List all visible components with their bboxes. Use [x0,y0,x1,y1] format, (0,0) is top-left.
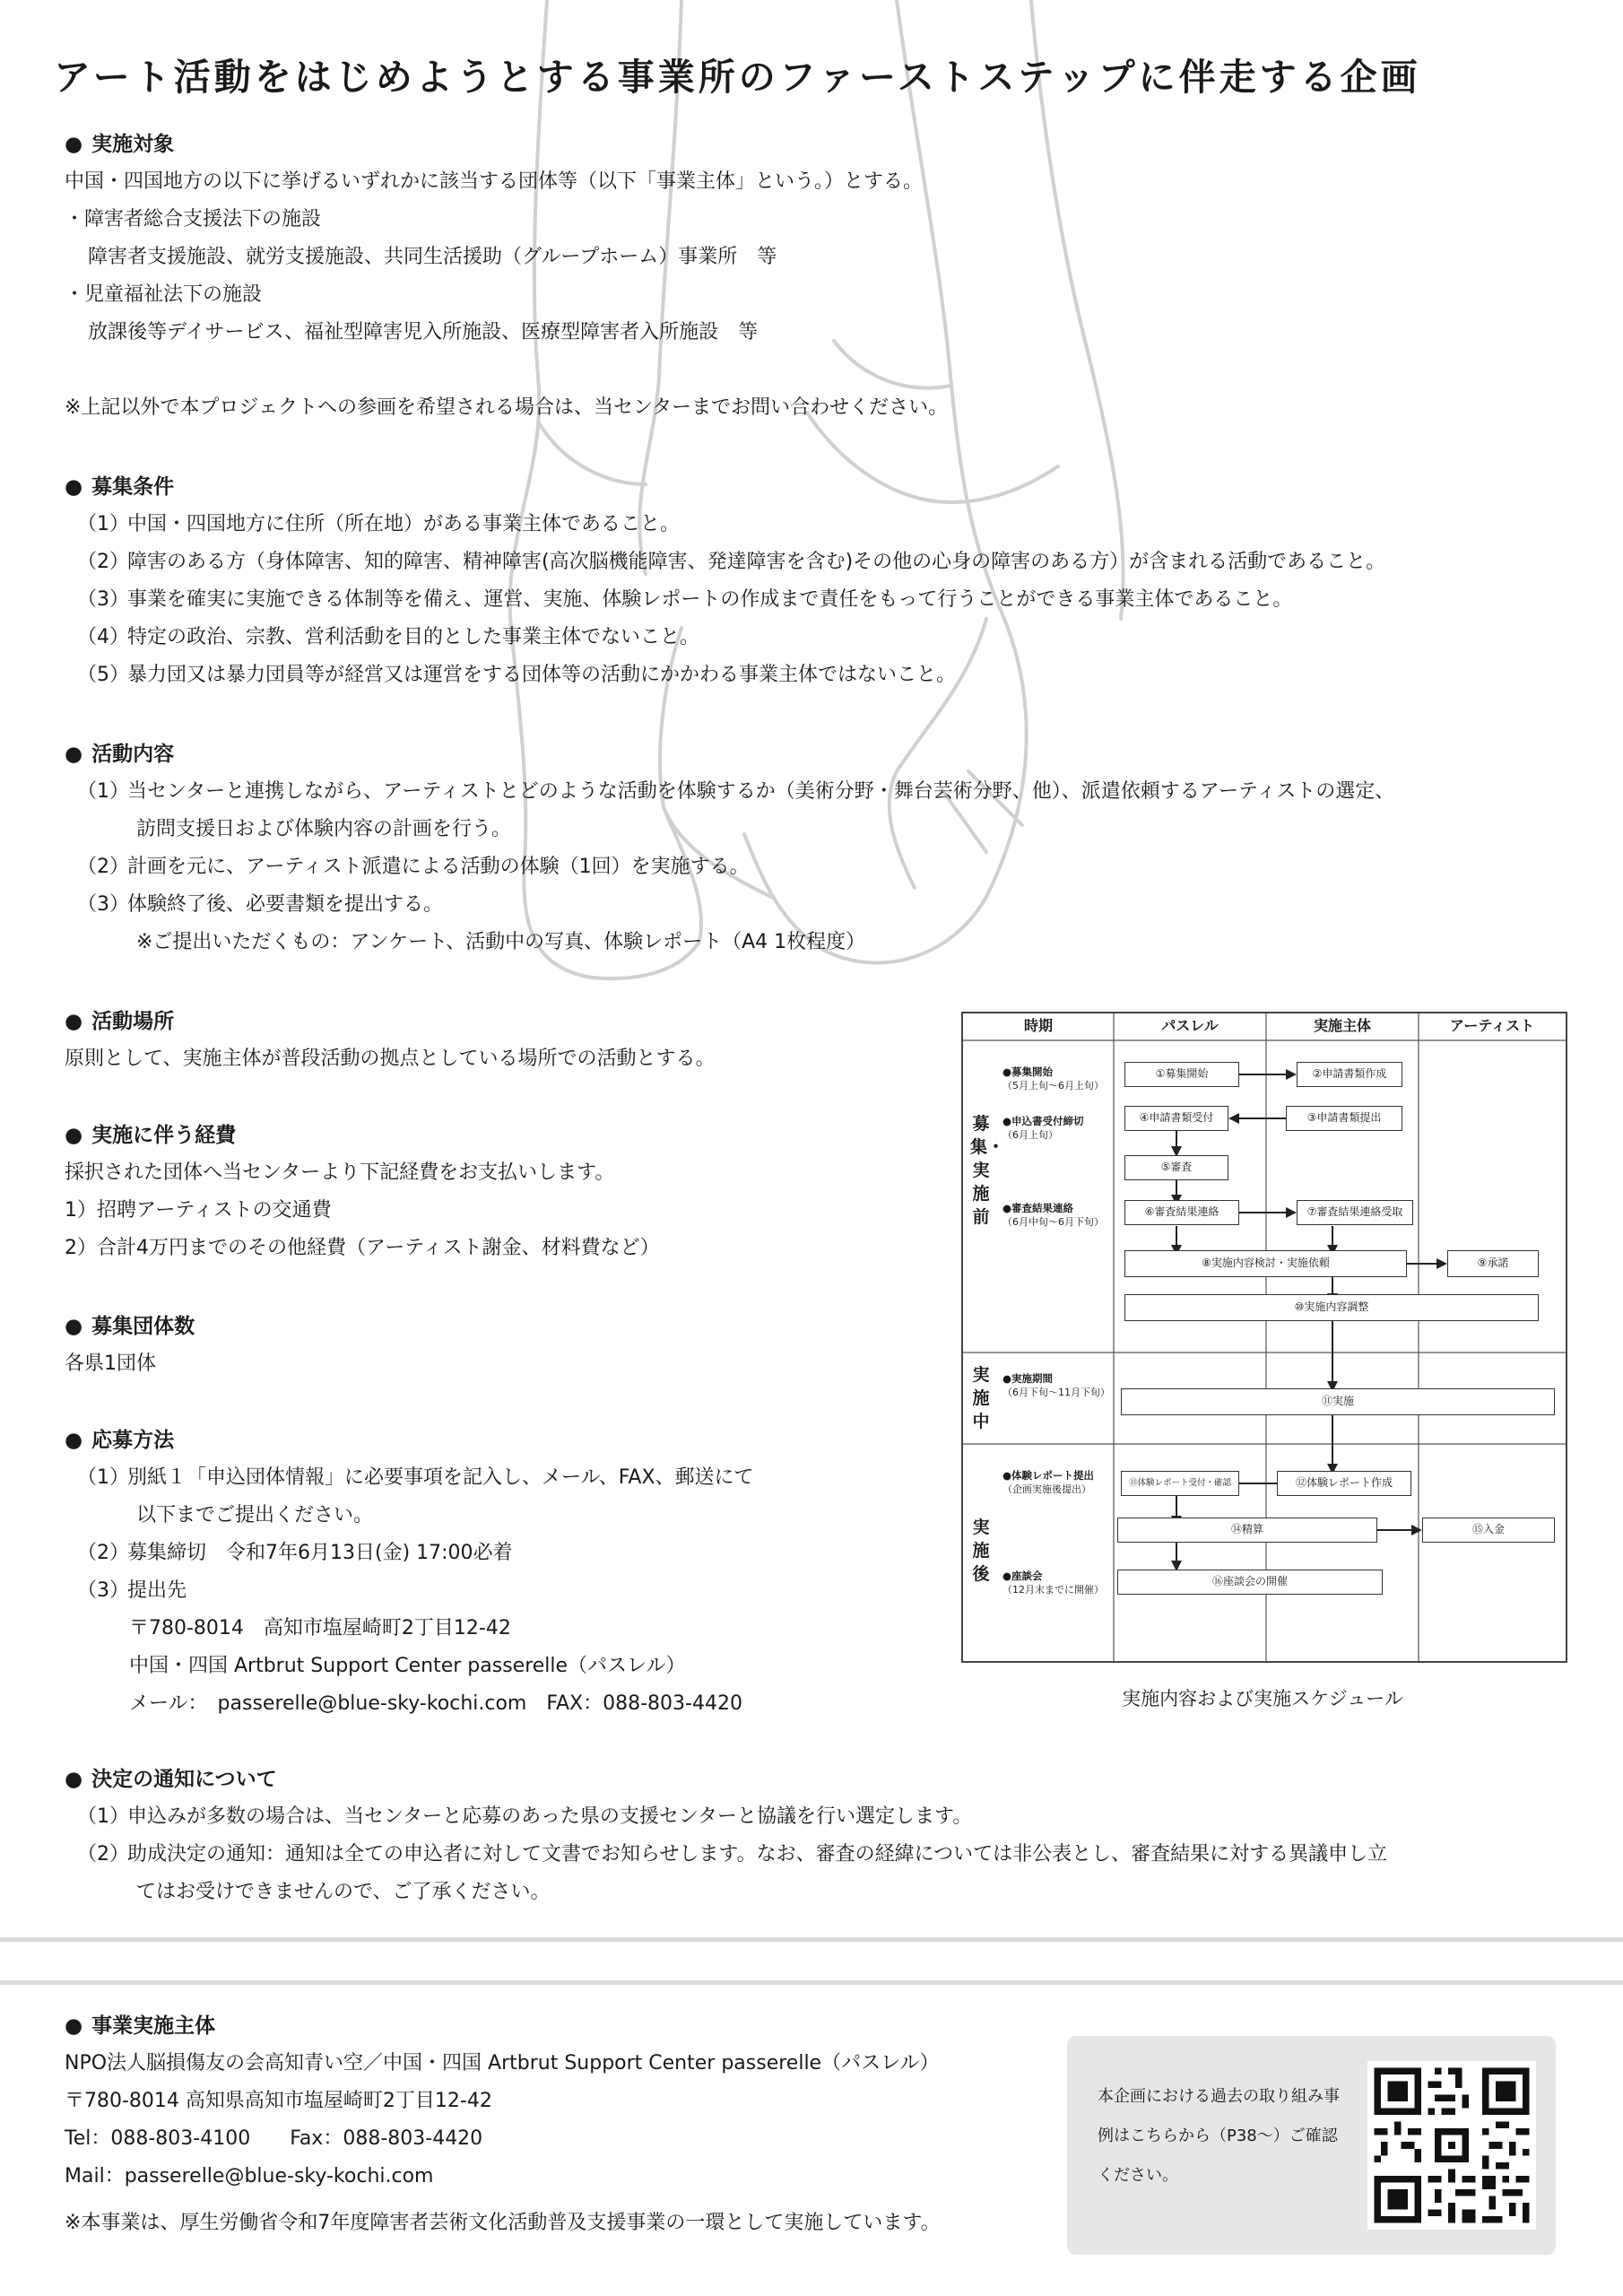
apply-text-cont: 以下までご提出ください。 [136,1504,374,1526]
decision-text-cont: てはお受けできませんので、ご了承ください。 [136,1881,551,1903]
period-label [1002,1065,1104,1092]
period-title: ●実施期間 [1002,1372,1054,1385]
period-title: ●申込書受付締切 [1002,1115,1084,1127]
item-number: （1） [77,780,129,803]
period-label [1002,1570,1104,1596]
qr-code-icon[interactable] [1367,2061,1536,2230]
qr-description: 本企画における過去の取り組み事例はこちらから（P38〜）ご確認ください。 [1098,2087,1340,2185]
activity-text: 体験終了後、必要書類を提出する。 [127,893,444,916]
section-heading: ● 実施対象 [65,126,948,163]
groups-text: 各県1団体 [65,1352,156,1375]
section-heading: ● 決定の通知について [65,1761,1387,1798]
condition-text: 中国・四国地方に住所（所在地）がある事業主体であること。 [127,513,681,535]
step-report-create: ⑫体験レポート作成 [1277,1471,1411,1496]
qr-panel [1067,2036,1556,2255]
item-number: （5） [77,664,129,686]
condition-item [65,581,1385,619]
phase-label-after: 実施後 [972,1518,990,1584]
section-heading: ● 活動場所 [65,1003,716,1040]
section-heading: ● 活動内容 [65,735,1394,773]
phase-label-during: 実施中 [972,1365,990,1431]
item-number: （1） [77,513,129,535]
target-item-detail: 障害者支援施設、就労支援施設、共同生活援助（グループホーム）事業所 等 [88,246,777,268]
period-label [1002,1372,1110,1399]
item-number: （2） [77,551,129,573]
activity-text: 当センターと連携しながら、アーティストとどのような活動を体験するか（美術分野・舞台芸術分野、他）、派遣依頼するアーティストの選定、 [127,780,1395,803]
footer-org: NPO法人脳損傷友の会高知青い空／中国・四国 Artbrut Support Center passerelle（パスレル） [65,2052,940,2074]
step-settlement: ⑭精算 [1117,1518,1377,1543]
costs-item: 1）招聘アーティストの交通費 [65,1199,332,1222]
condition-item [65,506,1385,544]
step-adjust: ⑩実施内容調整 [1124,1294,1539,1321]
footer-mail[interactable]: Mail：passerelle@blue-sky-kochi.com [65,2165,434,2187]
apply-deadline: 募集締切 令和7年6月13日(金) 17:00必着 [127,1542,513,1564]
section-costs [65,1117,660,1267]
target-intro: 中国・四国地方の以下に挙げるいずれかに該当する団体等（以下「事業主体」という。）とする。 [65,170,924,193]
period-range: （6月下旬〜11月下旬） [1002,1387,1110,1398]
item-number: （3） [77,1579,129,1602]
schedule-caption: 実施内容および実施スケジュール [1122,1688,1403,1709]
step-recruit-start: ①募集開始 [1124,1062,1239,1087]
section-conditions [65,468,1385,694]
schedule-grid [963,1013,1566,1661]
step-payment: ⑮入金 [1422,1518,1555,1543]
place-text: 原則として、実施主体が普段活動の拠点としている場所での活動とする。 [65,1048,716,1070]
target-item: ・児童福祉法下の施設 [65,283,263,306]
period-title: ●体験レポート提出 [1002,1469,1095,1482]
item-number: （1） [77,1466,129,1489]
period-range: （5月上旬〜6月上旬） [1002,1080,1104,1091]
page-title: アート活動をはじめようとする事業所のファーストステップに伴走する企画 [54,56,1421,99]
divider [0,1980,1623,1985]
section-heading: ● 実施に伴う経費 [65,1117,660,1154]
item-number: （1） [77,1805,129,1828]
item-number: （4） [77,626,129,648]
decision-text: 助成決定の通知：通知は全ての申込者に対して文書でお知らせします。なお、審査の経緯については非公表とし、審査結果に対する異議申し立 [127,1843,1388,1866]
divider [0,1937,1623,1942]
footer-note: ※本事業は、厚生労働省令和7年度障害者芸術文化活動普及支援事業の一環として実施しています。 [65,2212,941,2234]
apply-text: 提出先 [127,1579,187,1602]
footer-organizer [65,2007,941,2242]
period-range: （6月中旬〜6月下旬） [1002,1216,1104,1228]
condition-text: 特定の政治、宗教、営利活動を目的とした事業主体でないこと。 [127,626,700,648]
period-title: ●座談会 [1002,1570,1043,1582]
period-title: ●審査結果連絡 [1002,1202,1074,1214]
period-label [1002,1469,1094,1496]
footer-address: 〒780-8014 高知県高知市塩屋崎町2丁目12-42 [65,2090,492,2112]
step-implement: ⑪実施 [1121,1388,1555,1415]
apply-text: 別紙１「申込団体情報」に必要事項を記入し、メール、FAX、郵送にて [127,1466,754,1489]
col-header-passerelle: パスレル [1161,1017,1219,1034]
item-number: （2） [77,1843,129,1866]
col-header-artist: アーティスト [1449,1017,1535,1034]
section-heading: ● 応募方法 [65,1422,754,1459]
schedule-diagram [961,1012,1567,1663]
step-create-docs: ②申請書類作成 [1297,1062,1402,1087]
decision-text: 申込みが多数の場合は、当センターと応募のあった県の支援センターと協議を行い選定します。 [127,1805,973,1828]
costs-item: 2）合計4万円までのその他経費（アーティスト謝金、材料費など） [65,1237,660,1259]
item-number: （3） [77,893,129,916]
footer-tel: Tel：088-803-4100 Fax：088-803-4420 [65,2127,483,2150]
section-activity [65,735,1394,961]
condition-text: 事業を確実に実施できる体制等を備え、運営、実施、体験レポートの作成まで責任をもって行うことができる事業主体であること。 [127,588,1293,611]
section-heading: ● 事業実施主体 [65,2007,941,2045]
item-number: （2） [77,856,129,878]
item-number: （2） [77,1542,129,1564]
target-item-detail: 放課後等デイサービス、福祉型障害児入所施設、医療型障害者入所施設 等 [88,321,759,344]
col-header-period: 時期 [1023,1017,1053,1034]
step-plan-request: ⑧実施内容検討・実施依頼 [1124,1250,1407,1277]
section-decision [65,1761,1387,1911]
condition-item [65,657,1385,694]
activity-text: 計画を元に、アーティスト派遣による活動の体験（1回）を実施する。 [127,856,750,878]
section-place [65,1003,716,1078]
costs-intro: 採択された団体へ当センターより下記経費をお支払いします。 [65,1161,615,1184]
condition-text: 障害のある方（身体障害、知的障害、精神障害(高次脳機能障害、発達障害を含む)その他の心身の障害のある方）が含まれる活動であること。 [127,551,1386,573]
period-title: ●募集開始 [1002,1065,1054,1078]
section-heading: ● 募集条件 [65,468,1385,506]
period-range: （6月上旬） [1002,1129,1058,1141]
period-label [1002,1115,1084,1142]
period-label [1002,1202,1104,1229]
step-submit-docs: ③申請書類提出 [1286,1106,1402,1131]
activity-note: ※ご提出いただくもの：アンケート、活動中の写真、体験レポート（A4 1枚程度） [136,931,866,953]
condition-item [65,619,1385,657]
condition-item [65,544,1385,581]
apply-contact: メール： passerelle@blue-sky-kochi.com FAX：088-803-4420 [129,1692,742,1715]
condition-text: 暴力団又は暴力団員等が経営又は運営をする団体等の活動にかかわる事業主体ではないこと。 [127,664,957,686]
apply-postal: 〒780-8014 高知市塩屋崎町2丁目12-42 [129,1617,511,1639]
step-notify-result: ⑥審査結果連絡 [1124,1200,1239,1225]
activity-text-cont: 訪問支援日および体験内容の計画を行う。 [136,818,512,840]
step-receive-docs: ④申請書類受付 [1124,1106,1228,1131]
step-round-table: ⑯座談会の開催 [1117,1570,1383,1595]
period-range: （企画実施後提出） [1002,1483,1091,1495]
section-target [65,126,948,427]
apply-org: 中国・四国 Artbrut Support Center passerelle（パスレル） [129,1655,686,1677]
section-heading: ● 募集団体数 [65,1308,195,1345]
target-note: ※上記以外で本プロジェクトへの参画を希望される場合は、当センターまでお問い合わせください。 [65,396,949,419]
step-receive-result: ⑦審査結果連絡受取 [1297,1200,1413,1225]
section-apply [65,1422,754,1723]
col-header-host: 実施主体 [1313,1017,1371,1034]
period-range: （12月末までに開催） [1002,1584,1104,1596]
item-number: （3） [77,588,129,611]
section-groups [65,1308,195,1383]
step-review: ⑤審査 [1124,1155,1228,1180]
target-item: ・障害者総合支援法下の施設 [65,208,322,230]
step-accept: ⑨承諾 [1447,1250,1539,1277]
step-report-receive: ⑬体験レポート受付・確認 [1121,1471,1239,1496]
phase-label-before: 募集・実施前 [970,1114,1005,1227]
